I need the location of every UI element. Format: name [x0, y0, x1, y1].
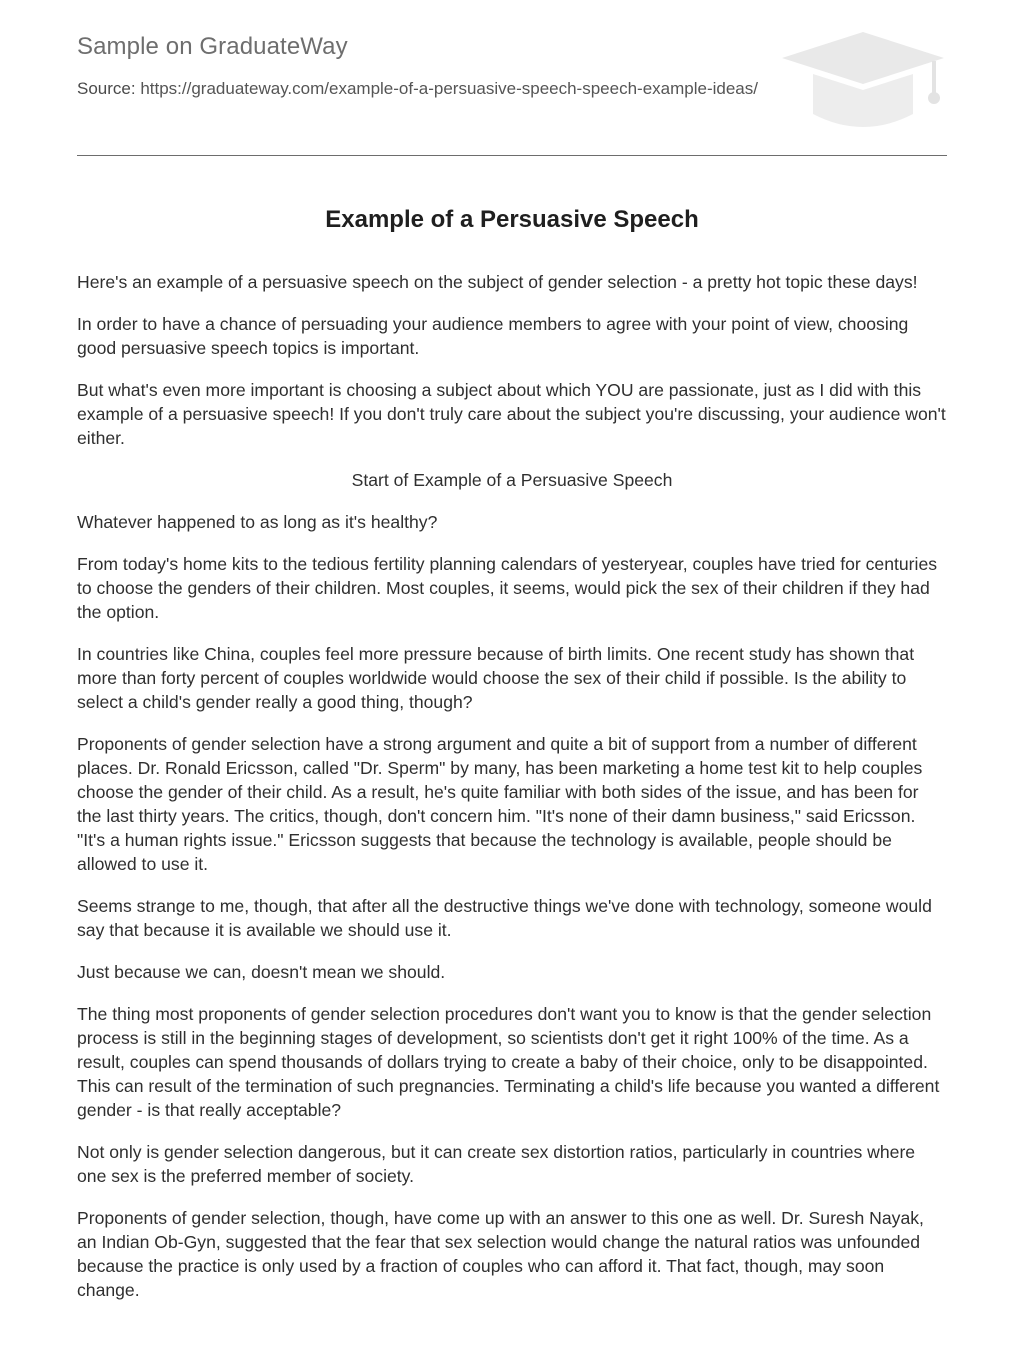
paragraph: Here's an example of a persuasive speech on the subject of gender selection - a pretty hot topic these days!	[77, 272, 918, 292]
paragraph: Not only is gender selection dangerous, but it can create sex distortion ratios, particularly in countries where one sex is the preferred member of society.	[77, 1142, 916, 1186]
paragraph: But what's even more important is choosing a subject about which YOU are passionate, just as I did with this example of a persuasive speech! If you don't truly care about the subject you're discussing, your audience won't either.	[77, 380, 946, 448]
graduation-cap-icon	[780, 28, 946, 134]
paragraph: Seems strange to me, though, that after all the destructive things we've done with technology, someone would say that because it is available we should use it.	[77, 896, 932, 940]
source-link[interactable]: https://graduateway.com/example-of-a-persuasive-speech-speech-example-ideas/	[140, 79, 758, 98]
site-title: Sample on GraduateWay	[77, 33, 348, 60]
document-title: Example of a Persuasive Speech	[325, 206, 699, 233]
paragraph: From today's home kits to the tedious fertility planning calendars of yesteryear, couples have tried for centuries to choose the genders of their children. Most couples, it seems, would pick the sex of their children if they had the option.	[77, 554, 938, 622]
paragraph: Proponents of gender selection have a strong argument and quite a bit of support from a number of different places. Dr. Ronald Ericsson, called "Dr. Sperm" by many, has been marketing a home test kit to help couples choose the gender of their child. As a result, he's quite familiar with both sides of the issue, and has been for the last thirty years. The critics, though, don't concern him. "It's none of their damn business," said Ericsson. "It's a human rights issue." Ericsson suggests that because the technology is available, people should be allowed to use it.	[77, 734, 923, 874]
source-line	[77, 78, 767, 100]
document-body	[77, 270, 947, 1302]
document-page	[77, 0, 947, 1320]
paragraph: The thing most proponents of gender selection procedures don't want you to know is that the gender selection process is still in the beginning stages of development, so scientists don't get it right 100% of the time. As a result, couples can spend thousands of dollars trying to create a baby of their choice, only to be disappointed. This can result of the termination of such pregnancies. Terminating a child's life because you wanted a different gender - is that really acceptable?	[77, 1004, 940, 1120]
paragraph: Just because we can, doesn't mean we should.	[77, 962, 446, 982]
section-heading: Start of Example of a Persuasive Speech	[351, 470, 673, 490]
source-label: Source:	[77, 79, 136, 98]
paragraph: Whatever happened to as long as it's healthy?	[77, 512, 438, 532]
paragraph: In countries like China, couples feel more pressure because of birth limits. One recent study has shown that more than forty percent of couples worldwide would choose the sex of their child if possible. Is the ability to select a child's gender really a good thing, though?	[77, 644, 915, 712]
paragraph: In order to have a chance of persuading your audience members to agree with your point of view, choosing good persuasive speech topics is important.	[77, 314, 909, 358]
paragraph: Proponents of gender selection, though, have come up with an answer to this one as well. Dr. Suresh Nayak, an Indian Ob-Gyn, suggested that the fear that sex selection would change the natural ratios was unfounded because the practice is only used by a fraction of couples who can afford it. That fact, though, may soon change.	[77, 1208, 924, 1300]
page-header	[77, 0, 947, 156]
